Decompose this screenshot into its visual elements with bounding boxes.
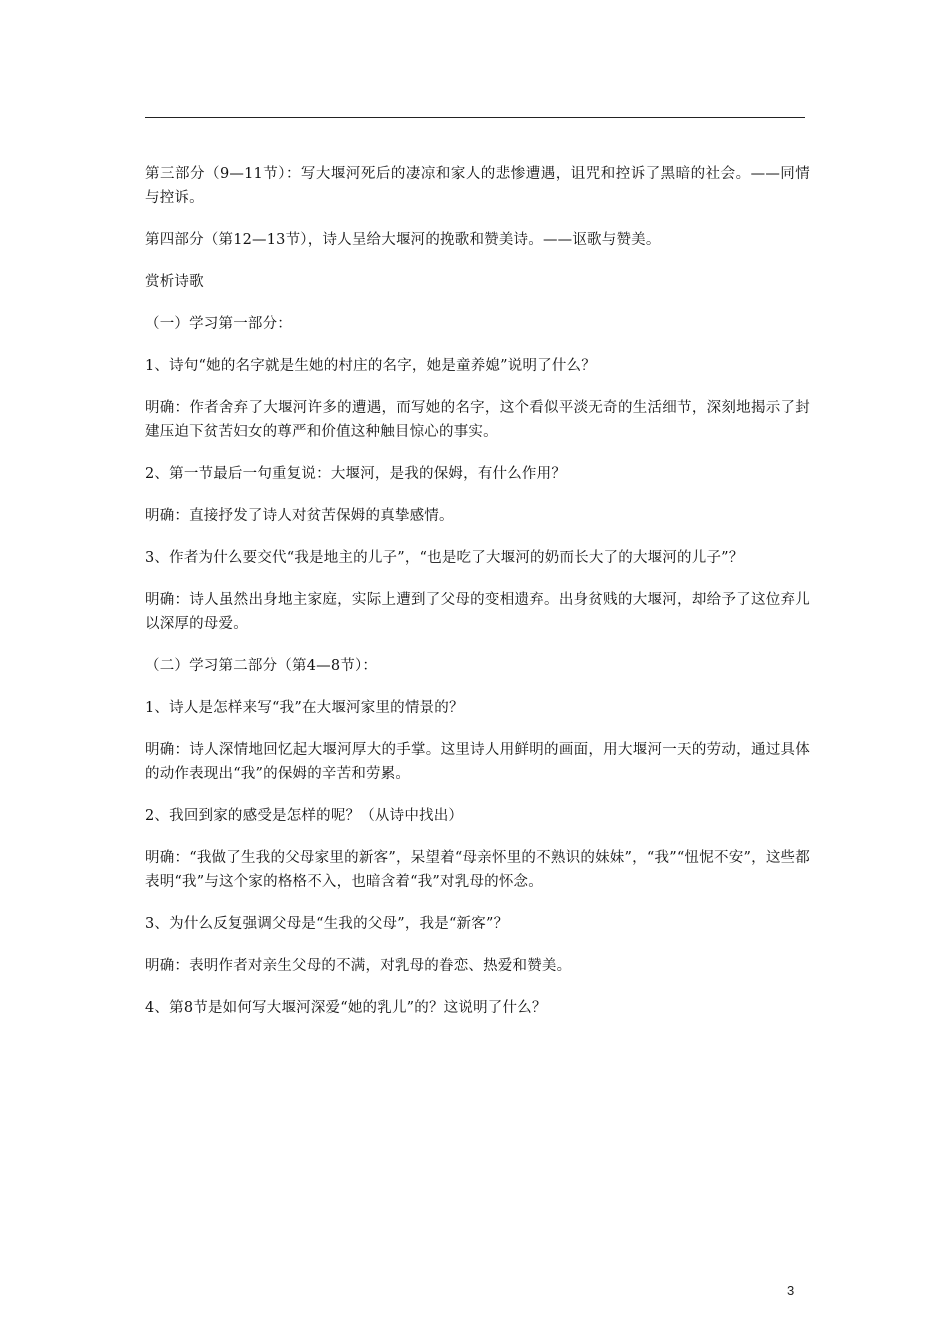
question-2-1: 1、诗人是怎样来写“我”在大堰河家里的情景的？ (145, 700, 464, 716)
question-2-2: 2、我回到家的感受是怎样的呢？（从诗中找出） (145, 808, 464, 824)
answer-1-3: 明确：诗人虽然出身地主家庭，实际上遭到了父母的变相遗弃。出身贫贱的大堰河，却给予了这位弃儿以深厚的母爱。 (145, 592, 810, 632)
answer-2-2: 明确：“我做了生我的父母家里的新客”，呆望着“母亲怀里的不熟识的妹妹”，“我”“忸怩不安”，这些都表明“我”与这个家的格格不入，也暗含着“我”对乳母的怀念。 (145, 850, 810, 890)
page-number: 3 (787, 1283, 795, 1298)
answer-1-2: 明确：直接抒发了诗人对贫苦保姆的真挚感情。 (145, 508, 454, 524)
paragraph-part-three: 第三部分（9—11节）：写大堰河死后的凄凉和家人的悲惨遭遇，诅咒和控诉了黑暗的社会。——同情与控诉。 (145, 166, 810, 206)
answer-2-3: 明确：表明作者对亲生父母的不满，对乳母的眷恋、热爱和赞美。 (145, 958, 572, 974)
question-1-1: 1、诗句“她的名字就是生她的村庄的名字，她是童养媳”说明了什么？ (145, 358, 596, 374)
question-2-4: 4、第8节是如何写大堰河深爱“她的乳儿”的？这说明了什么？ (145, 1000, 547, 1016)
question-2-3: 3、为什么反复强调父母是“生我的父母”，我是“新客”？ (145, 916, 509, 932)
answer-2-1: 明确：诗人深情地回忆起大堰河厚大的手掌。这里诗人用鲜明的画面，用大堰河一天的劳动，通过具体的动作表现出“我”的保姆的辛苦和劳累。 (145, 742, 810, 782)
header-rule (145, 117, 805, 118)
subheading-part-one: （一）学习第一部分： (145, 316, 292, 332)
subheading-part-two: （二）学习第二部分（第4—8节）： (145, 658, 378, 674)
question-1-2: 2、第一节最后一句重复说：大堰河，是我的保姆，有什么作用？ (145, 466, 567, 482)
document-body (145, 162, 810, 1038)
question-1-3: 3、作者为什么要交代“我是地主的儿子”，“也是吃了大堰河的奶而长大了的大堰河的儿子”？ (145, 550, 744, 566)
paragraph-part-four: 第四部分（第12—13节），诗人呈给大堰河的挽歌和赞美诗。——讴歌与赞美。 (145, 232, 661, 248)
answer-1-1: 明确：作者舍弃了大堰河许多的遭遇，而写她的名字，这个看似平淡无奇的生活细节，深刻地揭示了封建压迫下贫苦妇女的尊严和价值这种触目惊心的事实。 (145, 400, 810, 440)
section-heading-appreciation: 赏析诗歌 (145, 274, 204, 290)
